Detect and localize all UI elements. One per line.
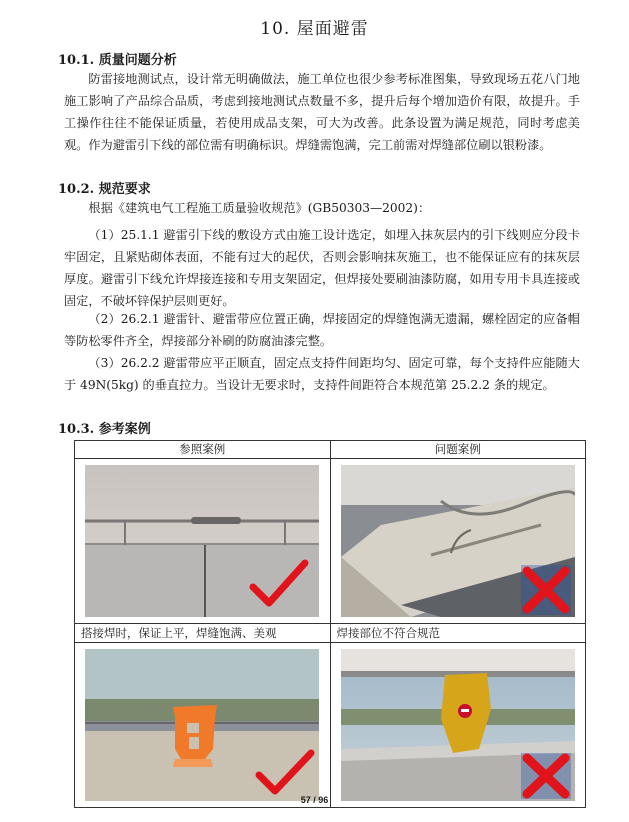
caption-bad-case: 焊接部位不符合规范 — [330, 624, 586, 643]
requirement-item-3: （3）26.2.2 避雷带应平正顺直，固定点支持件间距均匀、固定可靠，每个支持件应能随大于 49N(5kg) 的垂直拉力。当设计无要求时，支持件间距符合本规范第 25.2.2 条的规定。 — [64, 356, 580, 392]
requirements-intro: 根据《建筑电气工程施工质量验收规范》(GB50303—2002)： — [88, 201, 431, 215]
check-mark-icon — [249, 557, 309, 609]
page-title: 10. 屋面避雷 — [260, 19, 369, 39]
requirement-item-1: （1）25.1.1 避雷引下线的敷设方式由施工设计选定，如埋入抹灰层内的引下线则应分段卡牢固定，且紧贴砌体表面，不能有过大的起伏，否则会影响抹灰施工，也不能保证应有的抹灰层厚度。避雷引下线允许焊接连接和专用支架固定，但焊接处要刷油漆防腐，如用专用卡具连接或固定，不破坏锌保护层则更好。 — [64, 228, 580, 308]
check-mark-icon — [255, 749, 315, 797]
section-heading-analysis: 10.1. 质量问题分析 — [58, 53, 177, 68]
photo-cell-bad-2 — [330, 643, 586, 808]
photo-cell-good-2 — [75, 643, 331, 808]
cross-mark-icon — [521, 753, 571, 799]
photo-improper-weld-parapet — [341, 465, 575, 617]
photo-lightning-belt-weld — [85, 465, 319, 617]
photo-cell-bad-1 — [330, 459, 586, 624]
photo-cell-good-1 — [75, 459, 331, 624]
photo-yellow-tag-weld — [341, 649, 575, 801]
column-header-reference: 参照案例 — [75, 441, 331, 459]
cross-mark-icon — [521, 565, 571, 615]
section-heading-requirements: 10.2. 规范要求 — [58, 182, 151, 197]
caption-good-case: 搭接焊时，保证上平，焊缝饱满、美观 — [75, 624, 331, 643]
photo-orange-test-point-bracket — [85, 649, 319, 801]
analysis-paragraph: 防雷接地测试点，设计常无明确做法，施工单位也很少参考标准图集，导致现场五花八门地施工影响了产品综合品质，考虑到接地测试点数量不多，提升后每个增加造价有限，故提升。手工操作往往不能保证质量，若使用成品支架，可大为改善。此条设置为满足规范，同时考虑美观。作为避雷引下线的部位需有明确标识。焊缝需饱满，完工前需对焊缝部位刷以银粉漆。 — [64, 72, 580, 152]
requirement-item-2: （2）26.2.1 避雷针、避雷带应位置正确，焊接固定的焊缝饱满无遗漏，螺栓固定的应备帽等防松零件齐全，焊接部分补刷的防腐油漆完整。 — [64, 312, 580, 348]
cases-table — [74, 440, 586, 808]
page-number: 57 / 96 — [300, 795, 329, 805]
section-heading-cases: 10.3. 参考案例 — [58, 422, 151, 437]
column-header-problem: 问题案例 — [330, 441, 586, 459]
